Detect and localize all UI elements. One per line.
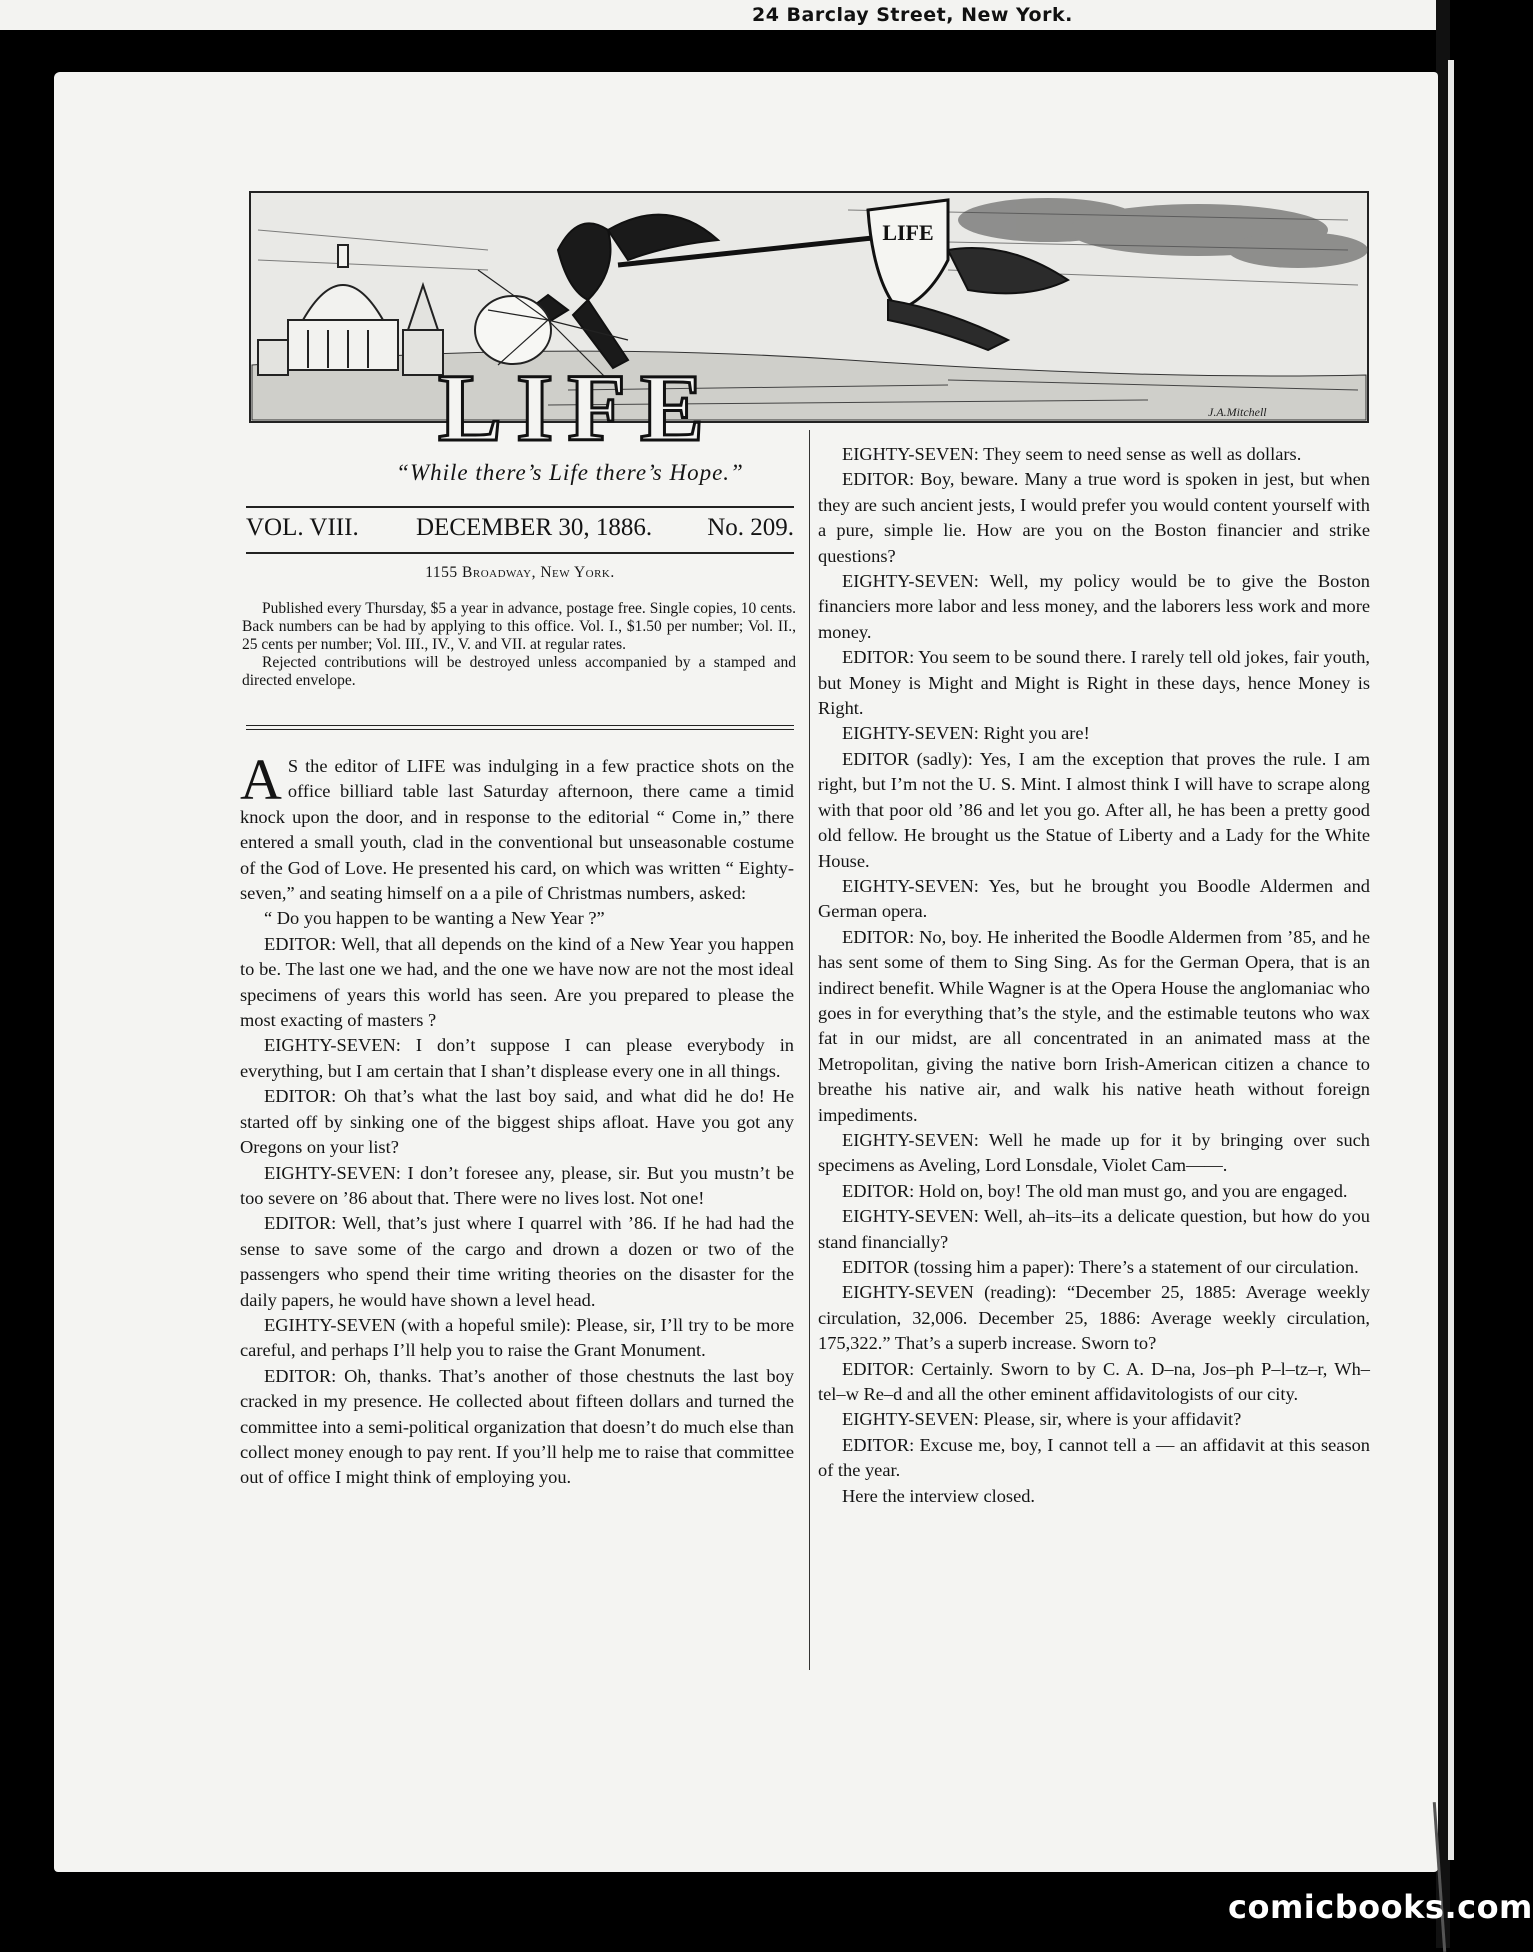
header-address: 24 Barclay Street, New York.	[752, 4, 1073, 26]
opening-text: S the editor of LIFE was indulging in a few practice shots on the office billiard table last Saturday afternoon, there came a timid knock upon the door, and in response to the editorial “ Come in,” there entered a small youth, clad in the conventional but unseasonable costume of the God of Love. He presented his card, on which was written “ Eighty-seven,” and seating himself on a a pile of Christmas numbers, asked:	[240, 756, 794, 904]
dialogue-paragraph: EIGHTY-SEVEN: Well, ah–its–its a delicate question, but how do you stand financially?	[818, 1206, 1370, 1252]
shield-label: LIFE	[882, 220, 934, 245]
dialogue-paragraph: EDITOR (tossing him a paper): There’s a statement of our circulation.	[842, 1257, 1359, 1277]
scan-border	[1454, 0, 1500, 1948]
dialogue-paragraph: EIGHTY-SEVEN: Right you are!	[842, 723, 1090, 744]
issue-date: DECEMBER 30, 1886.	[416, 514, 653, 541]
issue-line	[246, 506, 794, 554]
contributions-notice: Rejected contributions will be destroyed unless accompanied by a stamped and directed envelope.	[242, 654, 796, 689]
dialogue-paragraph: EIGHTY-SEVEN: Yes, but he brought you Boodle Aldermen and German opera.	[818, 875, 1370, 922]
life-logo: LIFE	[437, 354, 719, 461]
dialogue-paragraph: EDITOR: Oh, thanks. That’s another of those chestnuts the last boy cracked in my presence. He collected about fifteen dollars and turned the committee into a semi-political organization that doesn’t do much else than collect money enough to pay rent. If you’ll help me to raise that committee out of office I might think of employing you.	[240, 1365, 794, 1488]
motto: “While there’s Life there’s Hope.”	[396, 460, 744, 485]
dialogue-paragraph: EIGHTY-SEVEN: Well, my policy would be to give the Boston financiers more labor and less money, and the laborers less work and more money.	[818, 571, 1370, 642]
article-left-column	[240, 747, 794, 1491]
dialogue-paragraph: “ Do you happen to be wanting a New Year ?”	[264, 908, 605, 929]
watermark-text: comicbooks.com	[1228, 1888, 1533, 1926]
article-right-column	[818, 442, 1370, 1509]
section-rule	[246, 725, 794, 730]
publisher-address: 1155 Broadway, New York.	[425, 564, 615, 581]
dialogue-paragraph: EIGHTY-SEVEN: They seem to need sense as well as dollars.	[842, 444, 1302, 464]
dialogue-paragraph: EDITOR: Excuse me, boy, I cannot tell a — an affidavit at this season of the year.	[818, 1434, 1370, 1481]
dialogue-paragraph: EDITOR: No, boy. He inherited the Boodle Aldermen from ’85, and he has sent some of them to Sing Sing. As for the German Opera, that is an indirect benefit. While Wagner is at the Opera House the anglomaniac who goes in for everything that’s the style, and the estimable teutons who wax fat in our midst, are all concentrated in an animated mass at the Metropolitan, giving the native born Irish-American citizen a chance to breathe his native air, and walk his native heath without foreign impediments.	[818, 926, 1370, 1125]
dialogue-paragraph: EDITOR: Oh that’s what the last boy said, and what did he do! He started off by sinking one of the biggest ships afloat. Have you got any Oregons on your list?	[240, 1086, 794, 1158]
issue-number: No. 209.	[707, 514, 794, 541]
dialogue-paragraph: EIGHTY-SEVEN: I don’t suppose I can please everybody in everything, but I am certain that I shan’t displease every one in all things.	[240, 1035, 794, 1081]
dialogue-paragraph: EIGHTY-SEVEN: Please, sir, where is your affidavit?	[842, 1409, 1242, 1430]
dialogue-paragraph: EGIHTY-SEVEN (with a hopeful smile): Please, sir, I’ll try to be more careful, and perhaps I’ll help you to raise the Grant Monument.	[240, 1314, 794, 1361]
dialogue-paragraph: EDITOR (sadly): Yes, I am the exception that proves the rule. I am right, but I’m not the U. S. Mint. I almost think I will have to scrape along with that poor old ’86 and let you go. After all, he has been a pretty good old fellow. He brought us the Statue of Liberty and a Lady for the White House.	[818, 748, 1370, 871]
previous-page-strip	[0, 0, 1443, 30]
dialogue-paragraph: EIGHTY-SEVEN: Well he made up for it by bringing over such specimens as Aveling, Lord Lonsdale, Violet Cam——.	[818, 1129, 1370, 1176]
dialogue-paragraph: EIGHTY-SEVEN: I don’t foresee any, please, sir. But you mustn’t be too severe on ’86 about that. There were no lives lost. Not one!	[240, 1162, 794, 1208]
volume-label: VOL. VIII.	[246, 514, 359, 541]
dialogue-paragraph: EIGHTY-SEVEN (reading): “December 25, 1885: Average weekly circulation, 32,006. December 25, 1886: Average weekly circulation, 175,322.” That’s a superb increase. Sworn to?	[818, 1282, 1370, 1354]
dialogue-paragraph: EDITOR: Well, that’s just where I quarrel with ’86. If he had had the sense to save some of the cargo and drown a dozen or two of the passengers who spend their time writing theories on the disaster for the daily papers, he would have shown a level head.	[240, 1213, 794, 1310]
dialogue-paragraph: EDITOR: Well, that all depends on the kind of a New Year you happen to be. The last one we had, and the one we have now are not the most ideal specimens of years this world has seen. Are you prepared to please the most exacting of masters ?	[240, 933, 794, 1031]
closing-line: Here the interview closed.	[842, 1485, 1036, 1506]
dialogue-paragraph: EDITOR: You seem to be sound there. I rarely tell old jokes, fair youth, but Money is Might and Might is Right in these days, hence Money is Right.	[818, 647, 1370, 719]
column-divider	[809, 430, 810, 1670]
dialogue-paragraph: EDITOR: Certainly. Sworn to by C. A. D–na, Jos–ph P–l–tz–r, Wh–tel–w Re–d and all the other eminent affidavitologists of our city.	[818, 1358, 1370, 1405]
opening-paragraph	[240, 747, 794, 906]
artist-signature: J.A.Mitchell	[1208, 405, 1267, 419]
dialogue-paragraph: EDITOR: Hold on, boy! The old man must go, and you are engaged.	[842, 1180, 1348, 1201]
publication-info	[242, 600, 796, 690]
drop-cap: A	[240, 747, 282, 812]
subscription-info: Published every Thursday, $5 a year in advance, postage free. Single copies, 10 cents. Back numbers can be had by applying to this office. Vol. I., $1.50 per number; Vol. II., 25 cents per number; Vol. III., IV., V. and VII. at regular rates.	[242, 600, 796, 653]
dialogue-paragraph: EDITOR: Boy, beware. Many a true word is spoken in jest, but when they are such ancient jests, I would prefer you would content yourself with a pure, simple lie. How are you on the Boston financier and strike questions?	[818, 469, 1370, 566]
